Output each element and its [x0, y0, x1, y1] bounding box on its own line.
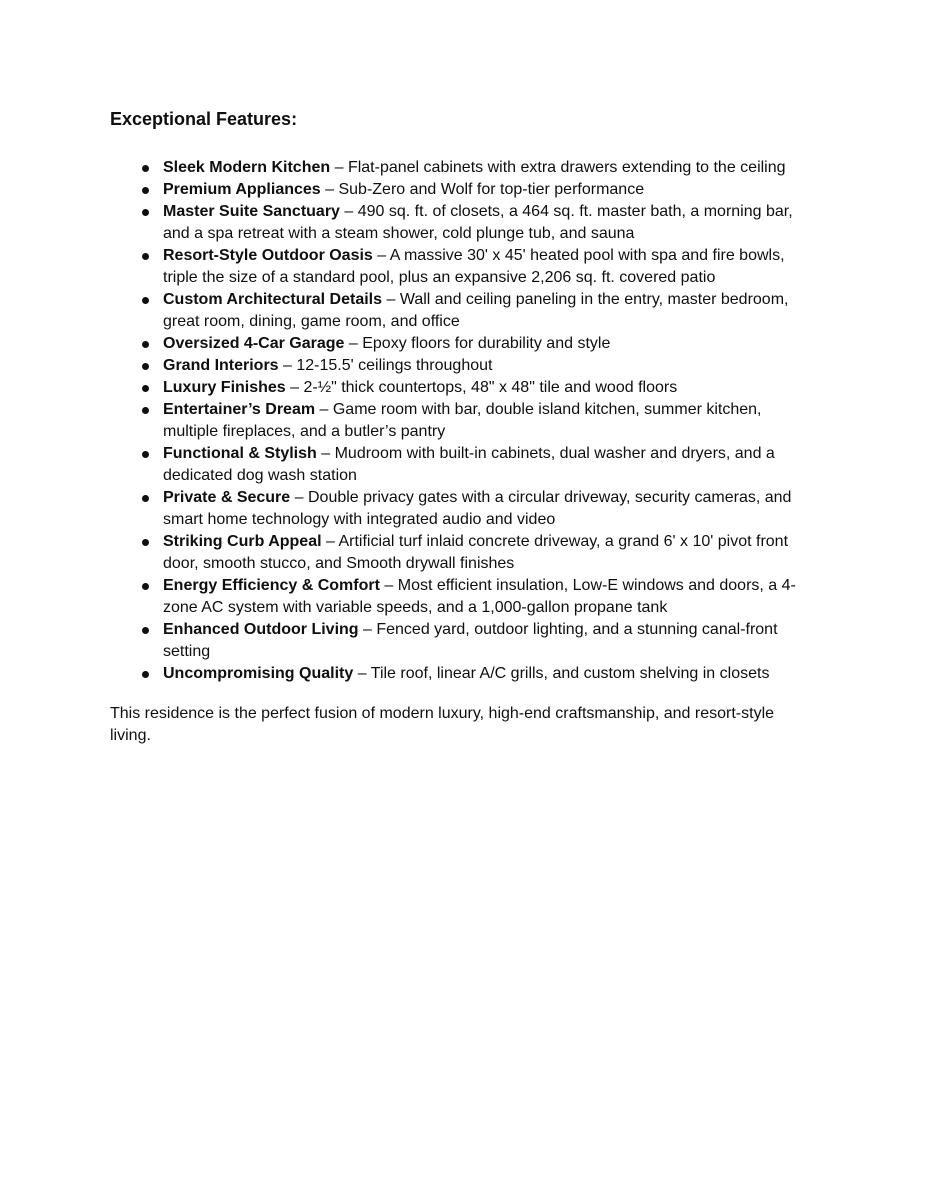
- bullet-icon: [142, 627, 149, 634]
- feature-description: – 2-½" thick countertops, 48" x 48" tile and wood floors: [290, 379, 678, 396]
- feature-description: – 12-15.5' ceilings throughout: [283, 357, 493, 374]
- features-list: [110, 157, 819, 685]
- feature-title: Private & Secure: [163, 489, 291, 506]
- feature-description: – Double privacy gates with a circular driveway, security cameras, and smart home technology with integrated audio and video: [163, 489, 792, 528]
- list-item: [110, 289, 819, 333]
- section-heading: Exceptional Features:: [110, 109, 298, 129]
- list-item: [110, 619, 819, 663]
- bullet-icon: [142, 253, 149, 260]
- bullet-icon: [142, 187, 149, 194]
- feature-description: – Flat-panel cabinets with extra drawers extending to the ceiling: [334, 159, 786, 176]
- feature-description: – Sub-Zero and Wolf for top-tier performance: [325, 181, 645, 198]
- feature-title: Enhanced Outdoor Living: [163, 621, 359, 638]
- bullet-icon: [142, 583, 149, 590]
- feature-title: Luxury Finishes: [163, 379, 286, 396]
- list-item: [110, 531, 819, 575]
- bullet-icon: [142, 297, 149, 304]
- feature-title: Master Suite Sanctuary: [163, 203, 340, 220]
- feature-title: Resort-Style Outdoor Oasis: [163, 247, 373, 264]
- bullet-icon: [142, 209, 149, 216]
- closing-paragraph: This residence is the perfect fusion of modern luxury, high-end craftsmanship, and resort-style living.: [110, 705, 775, 744]
- list-item: [110, 487, 819, 531]
- list-item: [110, 377, 819, 399]
- feature-description: – A massive 30' x 45' heated pool with spa and fire bowls, triple the size of a standard pool, plus an expansive 2,206 sq. ft. covered patio: [163, 247, 785, 286]
- feature-description: – Tile roof, linear A/C grills, and custom shelving in closets: [357, 665, 770, 682]
- list-item: [110, 399, 819, 443]
- feature-description: – Epoxy floors for durability and style: [348, 335, 611, 352]
- bullet-icon: [142, 539, 149, 546]
- feature-title: Grand Interiors: [163, 357, 279, 374]
- list-item: [110, 201, 819, 245]
- feature-title: Uncompromising Quality: [163, 665, 354, 682]
- feature-title: Oversized 4-Car Garage: [163, 335, 345, 352]
- feature-title: Energy Efficiency & Comfort: [163, 577, 380, 594]
- feature-description: – Fenced yard, outdoor lighting, and a stunning canal-front setting: [163, 621, 778, 660]
- list-item: [110, 443, 819, 487]
- feature-title: Striking Curb Appeal: [163, 533, 322, 550]
- list-item: [110, 355, 819, 377]
- list-item: [110, 179, 819, 201]
- list-item: [110, 575, 819, 619]
- feature-description: – Most efficient insulation, Low-E windows and doors, a 4-zone AC system with variable speeds, and a 1,000-gallon propane tank: [163, 577, 796, 616]
- bullet-icon: [142, 165, 149, 172]
- feature-title: Custom Architectural Details: [163, 291, 383, 308]
- list-item: [110, 157, 819, 179]
- feature-description: – Game room with bar, double island kitchen, summer kitchen, multiple fireplaces, and a butler’s pantry: [163, 401, 762, 440]
- feature-description: – Mudroom with built-in cabinets, dual washer and dryers, and a dedicated dog wash station: [163, 445, 775, 484]
- bullet-icon: [142, 363, 149, 370]
- feature-description: – 490 sq. ft. of closets, a 464 sq. ft. master bath, a morning bar, and a spa retreat with a steam shower, cold plunge tub, and sauna: [163, 203, 793, 242]
- feature-title: Premium Appliances: [163, 181, 321, 198]
- list-item: [110, 663, 819, 685]
- feature-title: Entertainer’s Dream: [163, 401, 316, 418]
- feature-description: – Wall and ceiling paneling in the entry, master bedroom, great room, dining, game room, and office: [163, 291, 789, 330]
- list-item: [110, 245, 819, 289]
- bullet-icon: [142, 385, 149, 392]
- bullet-icon: [142, 407, 149, 414]
- feature-title: Sleek Modern Kitchen: [163, 159, 331, 176]
- feature-description: – Artificial turf inlaid concrete driveway, a grand 6' x 10' pivot front door, smooth stucco, and Smooth drywall finishes: [163, 533, 789, 572]
- list-item: [110, 333, 819, 355]
- feature-title: Functional & Stylish: [163, 445, 317, 462]
- bullet-icon: [142, 451, 149, 458]
- bullet-icon: [142, 341, 149, 348]
- bullet-icon: [142, 495, 149, 502]
- bullet-icon: [142, 671, 149, 678]
